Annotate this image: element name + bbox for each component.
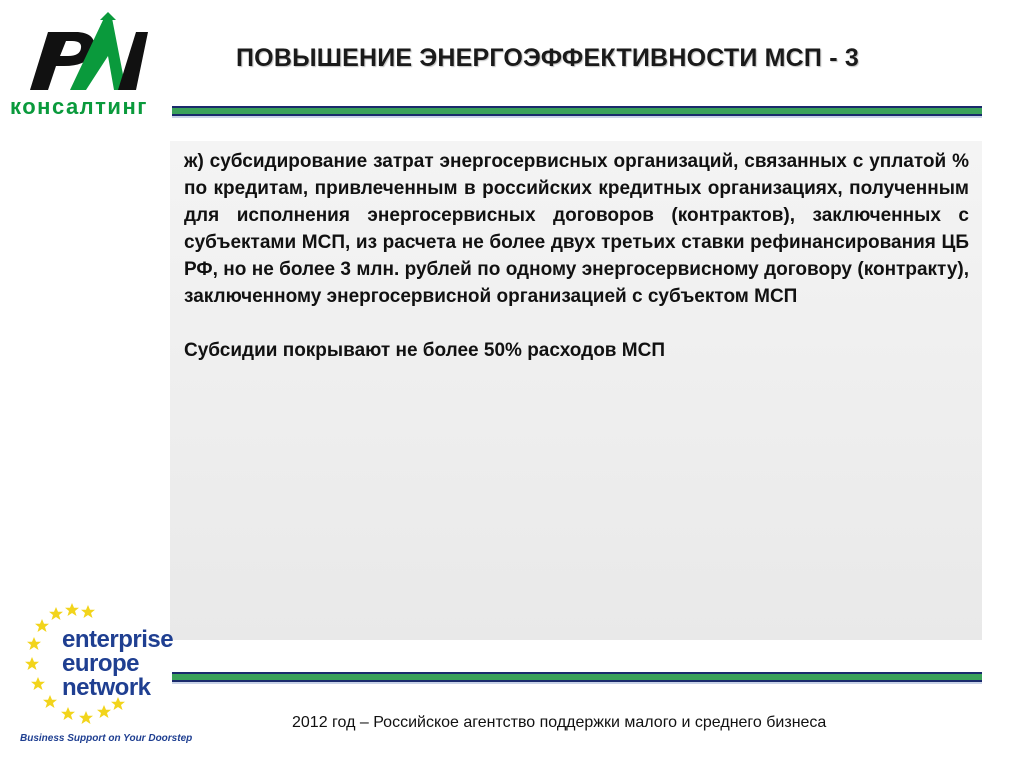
een-word-enterprise: enterprise — [62, 626, 174, 653]
een-wordmark — [62, 628, 173, 700]
een-tagline: Business Support on Your Doorstep — [20, 733, 193, 744]
ra-logo-graphic — [8, 6, 168, 126]
een-word-network: network — [62, 674, 151, 701]
content-body — [184, 148, 969, 364]
logo-letter-stroke — [118, 32, 148, 90]
slide-title: ПОВЫШЕНИЕ ЭНЕРГОЭФФЕКТИВНОСТИ МСП - 3 — [236, 44, 860, 72]
logo-word: консалтинг — [10, 94, 148, 119]
logo-arrow-head — [100, 12, 116, 20]
een-word-europe: europe — [62, 650, 140, 677]
bottom-divider — [172, 672, 982, 684]
ra-consulting-logo — [8, 6, 168, 126]
footer-caption: 2012 год – Российское агентство поддержки малого и среднего бизнеса — [292, 714, 827, 731]
subsidy-paragraph: ж) субсидирование затрат энергосервисных организаций, связанных с уплатой % по кредитам, привлеченным в российских кредитных организациях, полученным для исполнения энергосервисных договоров (контрактов), заключенных с субъектами МСП, из расчета не более двух третьих ставки рефинансирования ЦБ РФ, но не более 3 млн. рублей по одному энергосервисному договору (контракту), заключенному энергосервисной организацией с субъектом МСП — [184, 151, 969, 307]
top-divider — [172, 106, 982, 118]
subsidy-limit-paragraph: Субсидии покрывают не более 50% расходов МСП — [184, 340, 665, 361]
